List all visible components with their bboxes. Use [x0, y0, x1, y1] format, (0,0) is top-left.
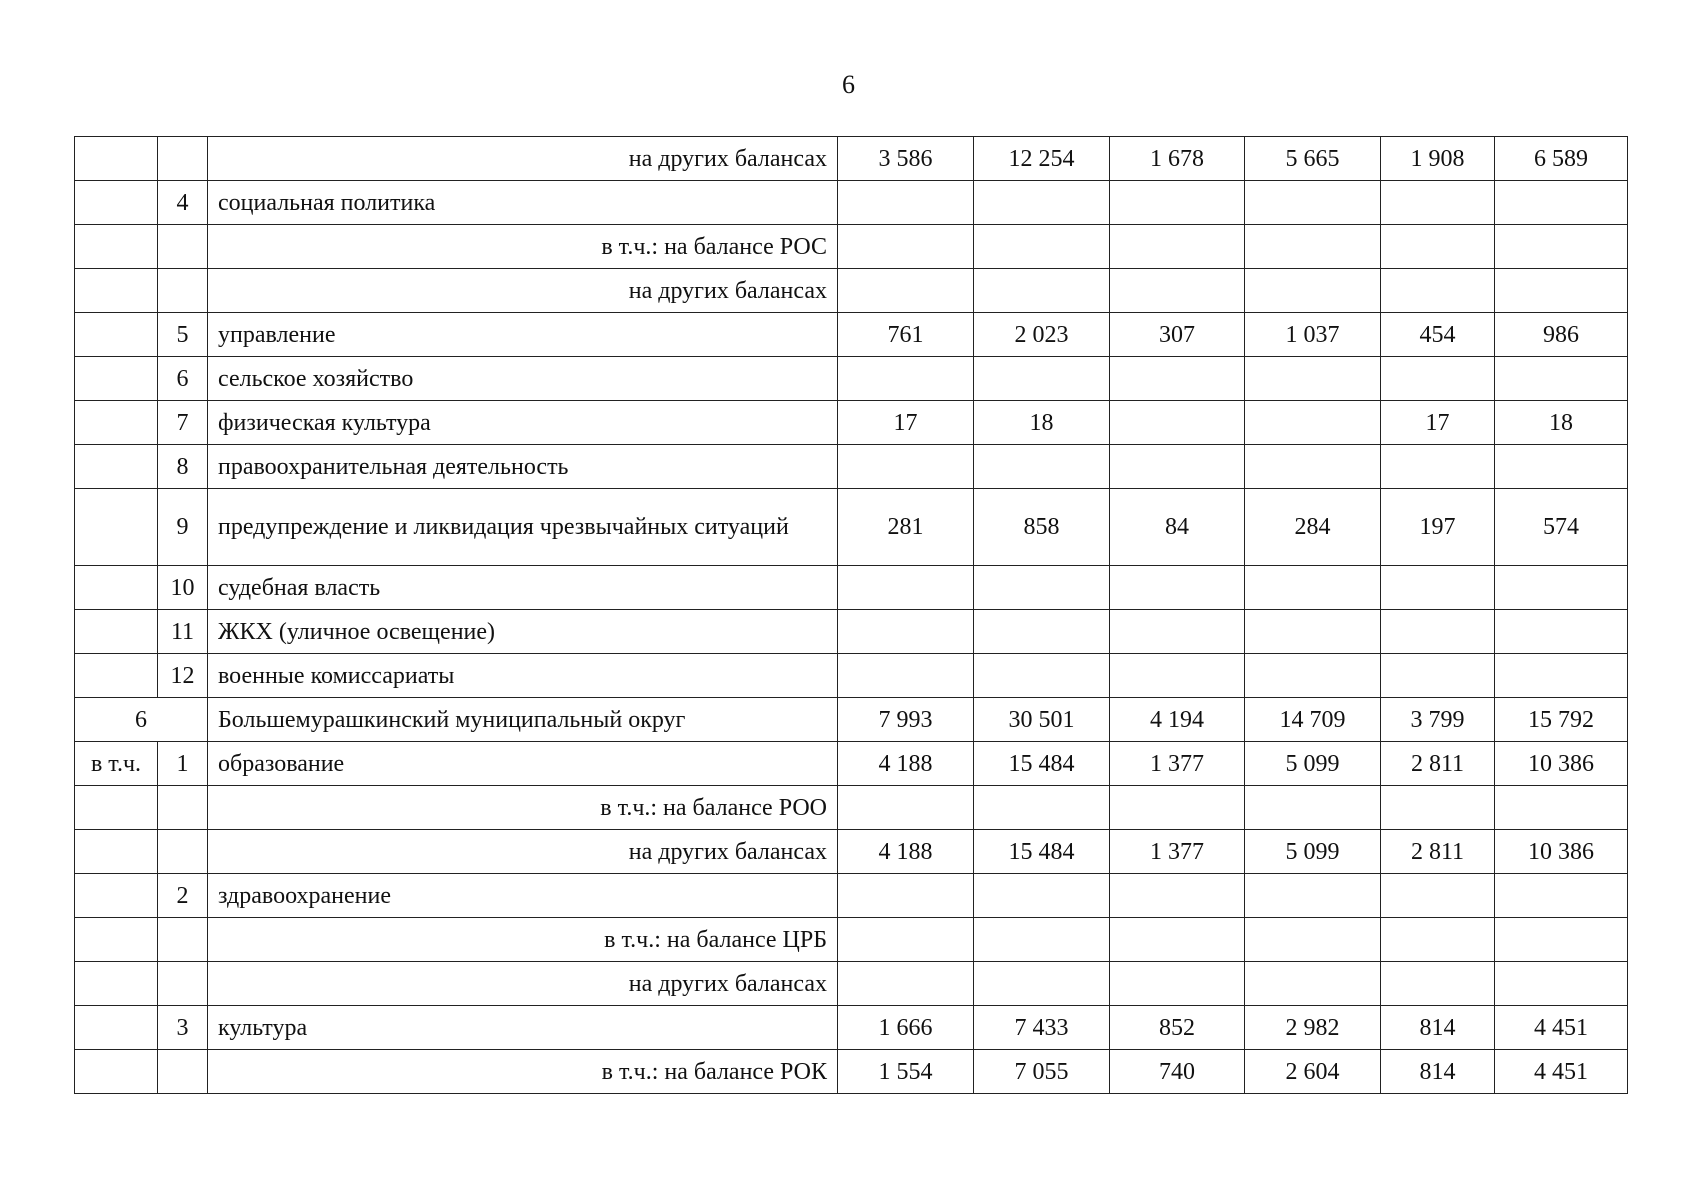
item-number-cell [158, 137, 208, 181]
item-number-cell: 7 [158, 401, 208, 445]
value-cell: 17 [1381, 401, 1495, 445]
group-cell [75, 962, 158, 1006]
value-cell: 5 099 [1245, 830, 1381, 874]
item-number-cell [158, 1050, 208, 1094]
value-cell [1110, 401, 1245, 445]
item-name-cell: управление [208, 313, 838, 357]
value-cell [1245, 269, 1381, 313]
group-cell [75, 181, 158, 225]
value-cell [1110, 962, 1245, 1006]
table-body [75, 137, 1628, 1094]
item-number-cell: 1 [158, 742, 208, 786]
item-number-cell [158, 962, 208, 1006]
item-name-cell: на других балансах [208, 830, 838, 874]
value-cell: 454 [1381, 313, 1495, 357]
value-cell: 1 377 [1110, 830, 1245, 874]
group-cell [75, 566, 158, 610]
item-number-cell [158, 918, 208, 962]
value-cell [1381, 610, 1495, 654]
table-row [75, 654, 1628, 698]
group-cell [75, 1050, 158, 1094]
value-cell [838, 786, 974, 830]
table-row [75, 445, 1628, 489]
value-cell [1381, 654, 1495, 698]
page-number: 6 [842, 70, 855, 99]
value-cell: 15 484 [974, 742, 1110, 786]
value-cell: 5 099 [1245, 742, 1381, 786]
item-number-cell: 4 [158, 181, 208, 225]
value-cell [1245, 357, 1381, 401]
value-cell [974, 918, 1110, 962]
group-cell [75, 1006, 158, 1050]
item-number-cell [158, 830, 208, 874]
value-cell: 10 386 [1495, 830, 1628, 874]
group-cell [75, 225, 158, 269]
table-row [75, 874, 1628, 918]
value-cell [1110, 654, 1245, 698]
value-cell [838, 566, 974, 610]
value-cell [1495, 786, 1628, 830]
value-cell: 284 [1245, 489, 1381, 566]
value-cell [838, 654, 974, 698]
item-name-cell: в т.ч.: на балансе РОО [208, 786, 838, 830]
table-row [75, 610, 1628, 654]
value-cell: 4 451 [1495, 1006, 1628, 1050]
group-cell [75, 654, 158, 698]
table-row [75, 918, 1628, 962]
item-number-cell: 10 [158, 566, 208, 610]
group-cell: в т.ч. [75, 742, 158, 786]
item-number-cell [158, 269, 208, 313]
value-cell [1110, 918, 1245, 962]
value-cell [838, 874, 974, 918]
group-cell [75, 489, 158, 566]
group-cell [75, 401, 158, 445]
table-row [75, 313, 1628, 357]
item-name-cell: социальная политика [208, 181, 838, 225]
value-cell: 1 678 [1110, 137, 1245, 181]
value-cell: 12 254 [974, 137, 1110, 181]
value-cell [974, 357, 1110, 401]
value-cell [1495, 566, 1628, 610]
value-cell [838, 225, 974, 269]
table-row [75, 181, 1628, 225]
group-cell [75, 269, 158, 313]
value-cell [838, 181, 974, 225]
value-cell [974, 874, 1110, 918]
value-cell: 986 [1495, 313, 1628, 357]
value-cell: 1 908 [1381, 137, 1495, 181]
value-cell: 1 037 [1245, 313, 1381, 357]
item-number-cell: 8 [158, 445, 208, 489]
item-name-cell: сельское хозяйство [208, 357, 838, 401]
table-row [75, 401, 1628, 445]
value-cell [1381, 566, 1495, 610]
value-cell: 84 [1110, 489, 1245, 566]
value-cell [974, 610, 1110, 654]
item-number-cell: 3 [158, 1006, 208, 1050]
value-cell [1495, 181, 1628, 225]
value-cell: 740 [1110, 1050, 1245, 1094]
value-cell [1245, 566, 1381, 610]
value-cell: 2 811 [1381, 742, 1495, 786]
value-cell [1110, 786, 1245, 830]
value-cell [974, 269, 1110, 313]
value-cell [1495, 269, 1628, 313]
item-name-cell: на других балансах [208, 269, 838, 313]
group-cell [75, 918, 158, 962]
value-cell: 761 [838, 313, 974, 357]
value-cell: 281 [838, 489, 974, 566]
value-cell: 7 993 [838, 698, 974, 742]
value-cell: 2 982 [1245, 1006, 1381, 1050]
table-row [75, 830, 1628, 874]
value-cell: 2 023 [974, 313, 1110, 357]
value-cell [974, 786, 1110, 830]
value-cell [838, 962, 974, 1006]
table-row [75, 357, 1628, 401]
value-cell [1110, 445, 1245, 489]
table-row [75, 786, 1628, 830]
item-name-cell: на других балансах [208, 137, 838, 181]
value-cell [1245, 445, 1381, 489]
value-cell: 3 799 [1381, 698, 1495, 742]
table-row [75, 137, 1628, 181]
value-cell [1110, 269, 1245, 313]
value-cell: 1 554 [838, 1050, 974, 1094]
table-row [75, 566, 1628, 610]
value-cell [1245, 401, 1381, 445]
group-cell [75, 357, 158, 401]
value-cell: 2 811 [1381, 830, 1495, 874]
value-cell [1110, 610, 1245, 654]
value-cell [974, 181, 1110, 225]
value-cell: 1 377 [1110, 742, 1245, 786]
value-cell [838, 445, 974, 489]
value-cell [1245, 654, 1381, 698]
table-row [75, 269, 1628, 313]
value-cell [974, 654, 1110, 698]
item-name-cell: здравоохранение [208, 874, 838, 918]
group-cell [75, 313, 158, 357]
value-cell [1495, 445, 1628, 489]
value-cell [1110, 566, 1245, 610]
value-cell [1245, 181, 1381, 225]
value-cell [1381, 445, 1495, 489]
value-cell: 814 [1381, 1006, 1495, 1050]
value-cell [1245, 610, 1381, 654]
value-cell [1381, 269, 1495, 313]
value-cell [838, 610, 974, 654]
value-cell [974, 445, 1110, 489]
value-cell [1381, 225, 1495, 269]
item-name-cell: на других балансах [208, 962, 838, 1006]
value-cell [1381, 874, 1495, 918]
value-cell [974, 566, 1110, 610]
value-cell: 4 194 [1110, 698, 1245, 742]
value-cell [1245, 918, 1381, 962]
group-cell [75, 137, 158, 181]
value-cell: 574 [1495, 489, 1628, 566]
table-row [75, 962, 1628, 1006]
value-cell [838, 918, 974, 962]
table-row [75, 1050, 1628, 1094]
item-name-cell: предупреждение и ликвидация чрезвычайных ситуаций [208, 489, 838, 566]
value-cell: 18 [974, 401, 1110, 445]
value-cell: 3 586 [838, 137, 974, 181]
table-row [75, 698, 1628, 742]
value-cell: 307 [1110, 313, 1245, 357]
value-cell: 197 [1381, 489, 1495, 566]
value-cell: 852 [1110, 1006, 1245, 1050]
table-row [75, 742, 1628, 786]
item-number-cell: 5 [158, 313, 208, 357]
value-cell: 6 589 [1495, 137, 1628, 181]
value-cell: 1 666 [838, 1006, 974, 1050]
value-cell: 4 451 [1495, 1050, 1628, 1094]
item-number-cell: 9 [158, 489, 208, 566]
value-cell [1110, 357, 1245, 401]
value-cell [974, 225, 1110, 269]
value-cell [1245, 786, 1381, 830]
item-name-cell: ЖКХ (уличное освещение) [208, 610, 838, 654]
value-cell: 30 501 [974, 698, 1110, 742]
district-number-cell: 6 [75, 698, 208, 742]
value-cell: 4 188 [838, 830, 974, 874]
item-name-cell: образование [208, 742, 838, 786]
item-name-cell: культура [208, 1006, 838, 1050]
value-cell: 17 [838, 401, 974, 445]
item-number-cell: 11 [158, 610, 208, 654]
item-name-cell: Большемурашкинский муниципальный округ [208, 698, 838, 742]
value-cell [1245, 962, 1381, 1006]
value-cell: 814 [1381, 1050, 1495, 1094]
value-cell: 18 [1495, 401, 1628, 445]
item-number-cell [158, 786, 208, 830]
value-cell [1495, 357, 1628, 401]
item-name-cell: в т.ч.: на балансе РОС [208, 225, 838, 269]
item-name-cell: в т.ч.: на балансе РОК [208, 1050, 838, 1094]
group-cell [75, 874, 158, 918]
value-cell [1381, 918, 1495, 962]
item-name-cell: правоохранительная деятельность [208, 445, 838, 489]
value-cell [1381, 181, 1495, 225]
item-name-cell: военные комиссариаты [208, 654, 838, 698]
value-cell [1110, 181, 1245, 225]
value-cell: 7 055 [974, 1050, 1110, 1094]
value-cell [974, 962, 1110, 1006]
item-name-cell: физическая культура [208, 401, 838, 445]
value-cell: 14 709 [1245, 698, 1381, 742]
value-cell [1495, 610, 1628, 654]
value-cell: 15 484 [974, 830, 1110, 874]
value-cell [1495, 962, 1628, 1006]
value-cell: 15 792 [1495, 698, 1628, 742]
value-cell: 2 604 [1245, 1050, 1381, 1094]
group-cell [75, 610, 158, 654]
value-cell [1245, 874, 1381, 918]
value-cell: 5 665 [1245, 137, 1381, 181]
group-cell [75, 830, 158, 874]
item-name-cell: судебная власть [208, 566, 838, 610]
table-row [75, 1006, 1628, 1050]
item-number-cell: 2 [158, 874, 208, 918]
value-cell: 10 386 [1495, 742, 1628, 786]
table-row [75, 489, 1628, 566]
budget-table [74, 136, 1628, 1094]
value-cell [1381, 357, 1495, 401]
value-cell [1110, 874, 1245, 918]
value-cell: 7 433 [974, 1006, 1110, 1050]
value-cell: 858 [974, 489, 1110, 566]
item-number-cell: 6 [158, 357, 208, 401]
item-name-cell: в т.ч.: на балансе ЦРБ [208, 918, 838, 962]
value-cell [1245, 225, 1381, 269]
table-row [75, 225, 1628, 269]
value-cell [1495, 874, 1628, 918]
group-cell [75, 786, 158, 830]
item-number-cell: 12 [158, 654, 208, 698]
value-cell: 4 188 [838, 742, 974, 786]
value-cell [1110, 225, 1245, 269]
group-cell [75, 445, 158, 489]
value-cell [838, 357, 974, 401]
item-number-cell [158, 225, 208, 269]
value-cell [838, 269, 974, 313]
value-cell [1381, 962, 1495, 1006]
value-cell [1381, 786, 1495, 830]
value-cell [1495, 918, 1628, 962]
value-cell [1495, 225, 1628, 269]
value-cell [1495, 654, 1628, 698]
